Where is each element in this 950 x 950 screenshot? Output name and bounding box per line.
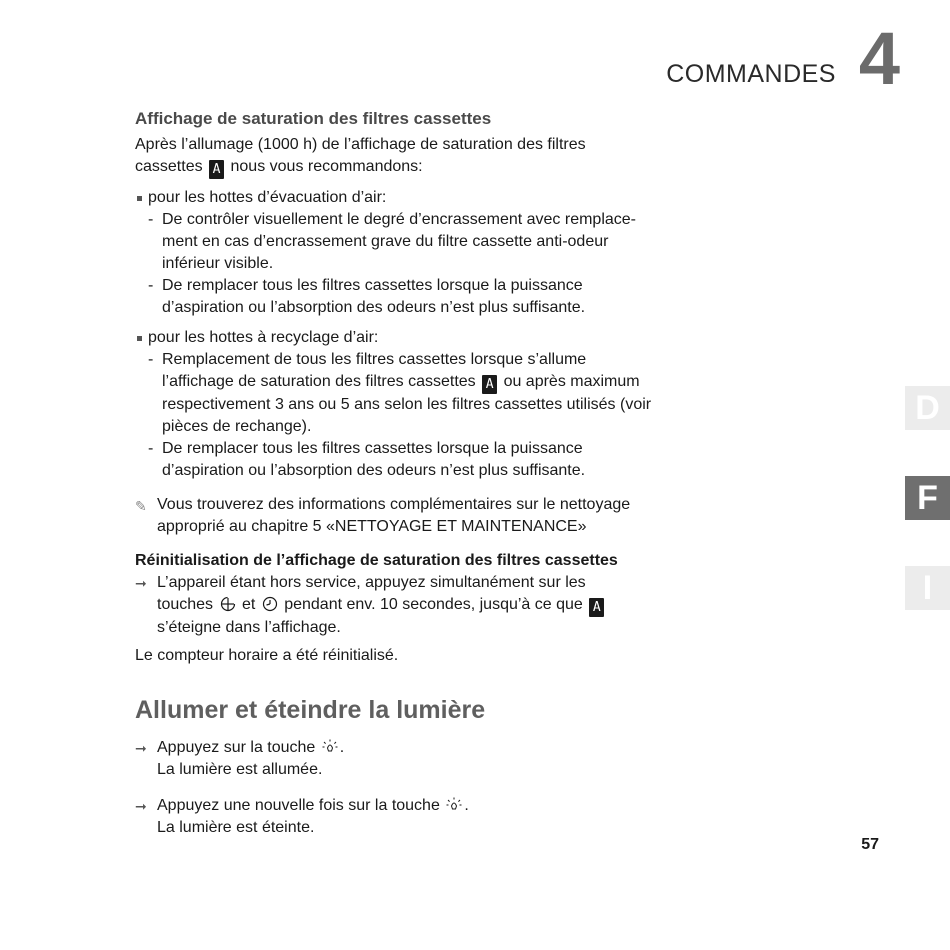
clock-icon (262, 596, 278, 612)
filter-display-icon: A (209, 160, 224, 179)
filter-display-icon: A (589, 598, 604, 617)
arrow-right-icon: ➞ (135, 575, 147, 591)
bullet-exhaust-hoods: pour les hottes d’évacuation d’air: (135, 187, 665, 209)
intro-paragraph: Après l’allumage (1000 h) de l’affichage de saturation des filtres cassettes A nous vous recommandons: (135, 136, 586, 177)
dash-item: - De contrôler visuellement le degré d’encrassement avec remplace-ment en cas d’encrassement grave du filtre cassette anti-odeur inférieur visible. (148, 211, 636, 272)
chapter-title: COMMANDES (666, 60, 836, 88)
arrow-right-icon: ➞ (135, 798, 147, 814)
dash-item: - De remplacer tous les filtres cassettes lorsque la puissance d’aspiration ou l’absorption des odeurs n’est plus suffisante. (148, 440, 586, 479)
info-note: ✎ Vous trouverez des informations complémentaires sur le nettoyage approprié au chapitre 5 «NETTOYAGE ET MAINTENANCE» (135, 496, 631, 535)
light-icon (322, 739, 338, 755)
pencil-icon: ✎ (135, 498, 147, 514)
chapter-number: 4 (858, 17, 900, 100)
reset-heading: Réinitialisation de l’affichage de saturation des filtres cassettes (135, 552, 618, 569)
reset-result: Le compteur horaire a été réinitialisé. (135, 647, 399, 664)
filter-display-icon: A (482, 375, 497, 394)
timer-plus-icon (220, 596, 236, 612)
dash-item: - De remplacer tous les filtres cassettes lorsque la puissance d’aspiration ou l’absorption des odeurs n’est plus suffisante. (148, 277, 586, 316)
bullet-recirculation-hoods: pour les hottes à recyclage d’air: (135, 327, 665, 349)
arrow-right-icon: ➞ (135, 740, 147, 756)
lang-tab-d[interactable]: D (905, 386, 950, 430)
dash-item: - Remplacement de tous les filtres cassettes lorsque s’allume l’affichage de saturation des filtres cassettes A ou après maximum respectivement 3 ans ou 5 ans selon les filtres cassettes utilisés (voir pièces de rechange). (148, 351, 652, 435)
light-section-heading: Allumer et éteindre la lumière (135, 696, 486, 724)
filter-saturation-heading: Affichage de saturation des filtres cassettes (135, 109, 492, 128)
light-on-step: ➞ Appuyez sur la touche . La lumière est allumée. (135, 739, 345, 778)
reset-step: ➞ L’appareil étant hors service, appuyez simultanément sur les touches et pendant env. 10 secondes, jusqu’à ce que A s’éteigne dans l’affichage. (135, 572, 665, 639)
lang-tab-i[interactable]: I (905, 566, 950, 610)
lang-tab-f[interactable]: F (905, 476, 950, 520)
page-content (135, 108, 665, 839)
light-off-step: ➞ Appuyez une nouvelle fois sur la touche . La lumière est éteinte. (135, 797, 469, 836)
page-number: 57 (861, 836, 879, 853)
light-icon (446, 797, 462, 813)
